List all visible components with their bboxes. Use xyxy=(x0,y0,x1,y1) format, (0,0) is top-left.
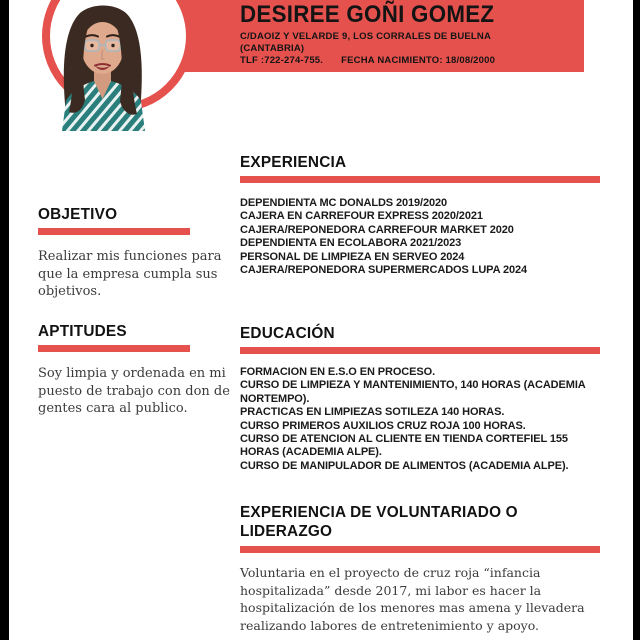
list-item: PERSONAL DE LIMPIEZA EN SERVEO 2024 xyxy=(240,250,465,263)
educacion-list xyxy=(240,366,608,473)
person-name: DESIREE GOÑI GOMEZ xyxy=(240,1,495,28)
section-rule xyxy=(240,347,600,354)
section-title-voluntariado: EXPERIENCIA DE VOLUNTARIADO O LIDERAZGO xyxy=(240,504,518,540)
section-aptitudes xyxy=(38,323,238,418)
list-item: CAJERA/REPONEDORA SUPERMERCADOS LUPA 2024 xyxy=(240,264,528,277)
phone-number: TLF :722-274-755. xyxy=(240,55,324,66)
section-rule xyxy=(240,546,600,553)
voluntariado-text: Voluntaria en el proyecto de cruz roja “infancia hospitalizada” desde 2017, mi labor es hacer la hospitalización de los menores mas amena y llevadera realizando labores de entretenimiento y apoyo. xyxy=(240,565,585,633)
list-item: DEPENDIENTA MC DONALDS 2019/2020 xyxy=(240,197,448,209)
address-line-1: C/DAOIZ Y VELARDE 9, LOS CORRALES DE BUELNA xyxy=(240,31,492,42)
header-text-block xyxy=(240,2,580,67)
list-item: CURSO DE ATENCION AL CLIENTE EN TIENDA CORTEFIEL 155 HORAS (ACADEMIA ALPE). xyxy=(240,433,568,459)
right-frame-bar xyxy=(633,0,640,640)
list-item: CURSO DE MANIPULADOR DE ALIMENTOS (ACADEMIA ALPE). xyxy=(240,459,569,472)
address-line-2: (CANTABRIA) xyxy=(240,43,305,54)
section-title-experiencia: EXPERIENCIA xyxy=(240,154,347,171)
header-banner xyxy=(165,0,584,72)
section-objetivo xyxy=(38,206,238,301)
section-title-aptitudes: APTITUDES xyxy=(38,323,127,340)
birth-date: FECHA NACIMIENTO: 18/08/2000 xyxy=(341,55,496,66)
contact-row xyxy=(240,55,580,67)
list-item: PRACTICAS EN LIMPIEZAS SOTILEZA 140 HORAS. xyxy=(240,406,505,419)
section-title-objetivo: OBJETIVO xyxy=(38,206,118,223)
list-item: CURSO PRIMEROS AUXILIOS CRUZ ROJA 100 HORAS. xyxy=(240,419,526,432)
section-educacion xyxy=(240,325,608,473)
section-title-educacion: EDUCACIÓN xyxy=(240,325,335,342)
list-item: CAJERA EN CARREFOUR EXPRESS 2020/2021 xyxy=(240,210,483,223)
list-item: FORMACION EN E.S.O EN PROCESO. xyxy=(240,366,436,378)
experiencia-list xyxy=(240,197,600,277)
section-experiencia xyxy=(240,154,600,277)
objetivo-text: Realizar mis funciones para que la empresa cumpla sus objetivos. xyxy=(38,249,222,299)
profile-photo xyxy=(50,0,155,131)
aptitudes-text: Soy limpia y ordenada en mi puesto de trabajo con don de gentes cara al publico. xyxy=(38,366,230,416)
list-item: CURSO DE LIMPIEZA Y MANTENIMIENTO, 140 HORAS (ACADEMIA NORTEMPO). xyxy=(240,379,586,405)
section-rule xyxy=(38,228,190,235)
list-item: CAJERA/REPONEDORA CARREFOUR MARKET 2020 xyxy=(240,223,514,236)
section-rule xyxy=(38,345,190,352)
section-rule xyxy=(240,176,600,183)
list-item: DEPENDIENTA EN ECOLABORA 2021/2023 xyxy=(240,237,462,250)
section-voluntariado xyxy=(240,503,618,634)
left-frame-bar xyxy=(0,0,9,640)
